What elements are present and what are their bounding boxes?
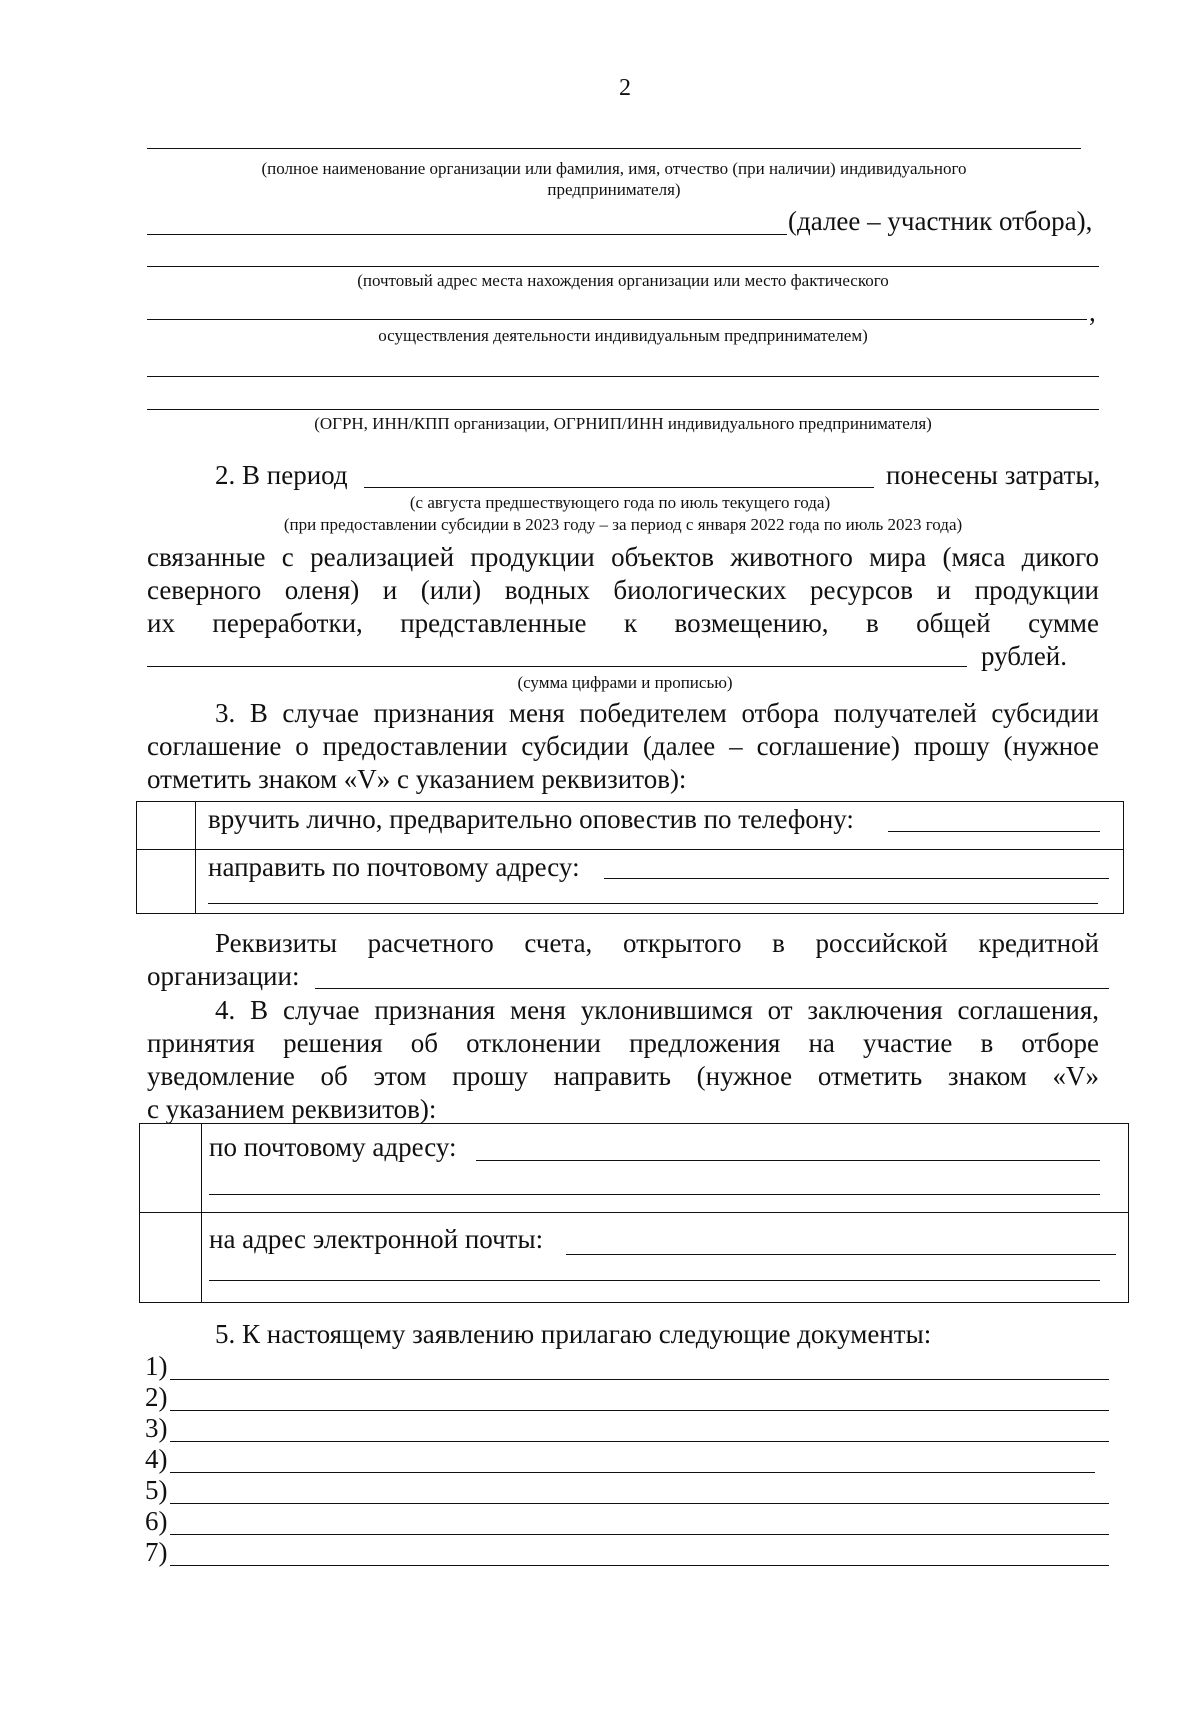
address-caption-2: осуществления деятельности индивидуальным предпринимателем): [378, 326, 868, 345]
document-item-number: 6): [145, 1506, 168, 1536]
document-item-field[interactable]: [170, 1534, 1109, 1535]
checkbox-notify-by-mail[interactable]: [141, 1125, 200, 1211]
section3-text-3: отметить знаком «V» с указанием реквизитов):: [147, 764, 687, 794]
notify-address-field-1[interactable]: [476, 1160, 1100, 1161]
option-deliver-personally: вручить лично, предварительно оповестив по телефону:: [208, 804, 854, 834]
table2-divider: [201, 1123, 202, 1303]
table2-row-divider: [139, 1212, 1129, 1213]
address-field-1[interactable]: [147, 266, 1099, 267]
address-comma: ,: [1089, 297, 1096, 327]
section2-lead: 2. В период: [215, 460, 348, 490]
address-field-2[interactable]: [147, 319, 1087, 320]
document-item-number: 2): [145, 1382, 168, 1412]
period-field[interactable]: [364, 487, 874, 488]
address-caption: (почтовый адрес места нахождения организации или место фактического: [357, 271, 889, 290]
table1-divider: [195, 801, 196, 914]
mail-address-field-1[interactable]: [604, 878, 1109, 879]
org-caption: (полное наименование организации или фамилия, имя, отчество (при наличии) индивидуального: [261, 159, 967, 178]
checkbox-notify-by-email[interactable]: [141, 1214, 200, 1300]
document-item-field[interactable]: [170, 1565, 1109, 1566]
section3-text-2: соглашение о предоставлении субсидии (далее – соглашение) прошу (нужное: [147, 731, 1099, 761]
document-item-field[interactable]: [170, 1441, 1109, 1442]
phone-field[interactable]: [888, 831, 1100, 832]
checkbox-deliver-personally[interactable]: [138, 803, 194, 848]
section2-text-3: их переработки, представленные к возмещению, в общей сумме: [147, 608, 1099, 638]
participant-suffix: (далее – участник отбора),: [788, 206, 1093, 236]
org-name-field[interactable]: [147, 148, 1081, 149]
document-item-number: 7): [145, 1537, 168, 1567]
document-item-number: 3): [145, 1413, 168, 1443]
section4-text-2: принятия решения об отклонении предложения на участие в отборе: [147, 1028, 1099, 1058]
section5-heading: 5. К настоящему заявлению прилагаю следующие документы:: [215, 1319, 932, 1349]
ogrn-field[interactable]: [147, 409, 1099, 410]
document-item-number: 4): [145, 1444, 168, 1474]
document-item-field[interactable]: [170, 1379, 1109, 1380]
section4-text-3: уведомление об этом прошу направить (нужное отметить знаком «V»: [147, 1061, 1099, 1091]
table1-row-divider: [136, 849, 1124, 850]
sum-field[interactable]: [147, 666, 967, 667]
document-item-number: 1): [145, 1351, 168, 1381]
option-notify-by-mail: по почтовому адресу:: [209, 1132, 457, 1162]
section4-text-4: с указанием реквизитов):: [147, 1094, 437, 1124]
option-notify-by-email: на адрес электронной почты:: [209, 1224, 544, 1254]
period-caption-2023: (при предоставлении субсидии в 2023 году – за период с января 2022 года по июль 2023 года): [283, 515, 963, 534]
section4-text-1: 4. В случае признания меня уклонившимся от заключения соглашения,: [215, 995, 1099, 1025]
section2-text-2: северного оленя) и (или) водных биологических ресурсов и продукции: [147, 575, 1099, 605]
address-field-3[interactable]: [147, 376, 1099, 377]
period-caption: (с августа предшествующего года по июль текущего года): [409, 493, 831, 512]
document-item-field[interactable]: [170, 1410, 1109, 1411]
document-item-field[interactable]: [170, 1472, 1095, 1473]
account-text-1: Реквизиты расчетного счета, открытого в российской кредитной: [215, 928, 1099, 958]
document-item-number: 5): [145, 1475, 168, 1505]
section2-text-1: связанные с реализацией продукции объектов животного мира (мяса дикого: [147, 542, 1099, 572]
rubles-label: рублей.: [981, 641, 1068, 671]
org-caption-2: предпринимателя): [547, 180, 681, 199]
email-field-1[interactable]: [566, 1254, 1116, 1255]
email-field-2[interactable]: [209, 1280, 1100, 1281]
checkbox-send-by-mail[interactable]: [138, 851, 194, 911]
participant-field[interactable]: [147, 234, 787, 235]
sum-caption: (сумма цифрами и прописью): [517, 673, 733, 692]
document-item-field[interactable]: [170, 1503, 1109, 1504]
option-send-by-mail: направить по почтовому адресу:: [208, 852, 580, 882]
section2-tail: понесены затраты,: [886, 460, 1101, 490]
ogrn-caption: (ОГРН, ИНН/КПП организации, ОГРНИП/ИНН индивидуального предпринимателя): [314, 414, 932, 433]
page-number: 2: [619, 75, 631, 101]
notify-address-field-2[interactable]: [209, 1194, 1100, 1195]
account-field[interactable]: [315, 988, 1109, 989]
mail-address-field-2[interactable]: [208, 903, 1098, 904]
section3-text-1: 3. В случае признания меня победителем отбора получателей субсидии: [215, 698, 1099, 728]
account-text-2: организации:: [147, 961, 300, 991]
